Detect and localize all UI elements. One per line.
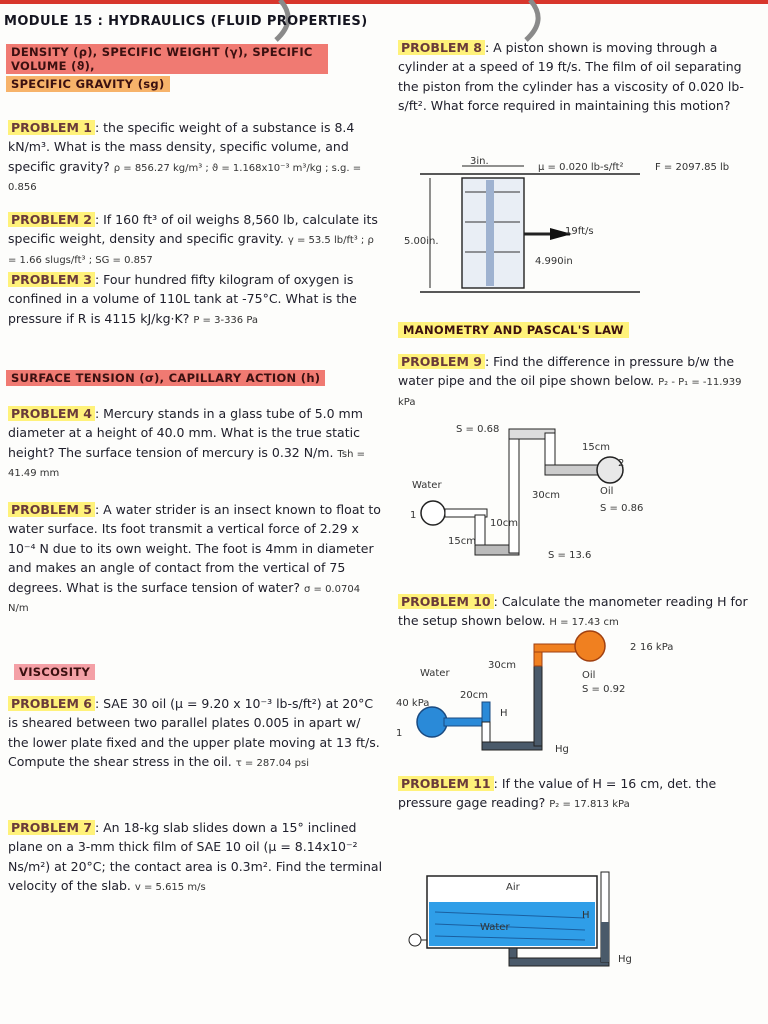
problem-7-answer: v = 5.615 m/s	[134, 882, 206, 894]
problem-6-answer: τ = 287.04 psi	[235, 758, 309, 770]
problem-1-label: PROBLEM 1	[8, 120, 95, 135]
fig8-gap: 4.990in	[535, 256, 573, 267]
fig11-air: Air	[506, 882, 520, 893]
problem-8-label: PROBLEM 8	[398, 40, 485, 55]
problem-5-text: : A water strider is an insect known to float to water surface. Its foot transmit a vertical force of 2.29 x 10⁻⁴ N due to its own weight. The foot is 4mm in diameter and makes an angle of contact from the vertical of 75 degrees. What is the surface tension of water?	[8, 502, 381, 595]
problem-4-text: : Mercury stands in a glass tube of 5.0 mm diameter at a height of 40.0 mm. What is the true static height? The surface tension of mercury is 0.32 N/m.	[8, 406, 363, 460]
problem-6-label: PROBLEM 6	[8, 696, 95, 711]
problem-10-answer: H = 17.43 cm	[549, 617, 619, 629]
sg-header: SPECIFIC GRAVITY (sg)	[6, 76, 170, 92]
fig10-h: H	[500, 708, 508, 719]
fig10-node-2: 2	[630, 642, 637, 653]
fig10-pressure: 16 kPa	[640, 642, 674, 653]
fig8-diameter: 5.00in.	[404, 236, 439, 247]
problem-2-label: PROBLEM 2	[8, 212, 95, 227]
fig10-dim-20cm: 20cm	[460, 690, 488, 701]
fig9-dim-30cm: 30cm	[532, 490, 560, 501]
problem-8	[398, 38, 760, 116]
fig10-pressure-left: 40 kPa	[396, 698, 430, 709]
fig8-length: 3in.	[470, 156, 489, 167]
problem-8-text: : A piston shown is moving through a cylinder at a speed of 19 ft/s. The film of oil separating the piston from the cylinder has a viscosity of 0.020 lb-s/ft². What force required in maintaining this motion?	[398, 40, 744, 114]
surface-tension-header: SURFACE TENSION (σ), CAPILLARY ACTION (h)	[6, 370, 325, 386]
fig9-dim-15cm-left: 15cm	[448, 536, 476, 547]
fig10-s-oil: S = 0.92	[582, 684, 626, 695]
problem-4	[8, 404, 383, 482]
problem-9	[398, 352, 760, 410]
fig9-dim-15cm-right: 15cm	[582, 442, 610, 453]
problem-2	[8, 210, 383, 268]
fig11-h: H	[582, 910, 590, 921]
problem-6	[8, 694, 383, 772]
problem-5-answer: σ = 0.0704 N/m	[8, 583, 361, 614]
problem-1	[8, 118, 383, 196]
manometry-header: MANOMETRY AND PASCAL'S LAW	[398, 322, 629, 338]
problem-7-label: PROBLEM 7	[8, 820, 95, 835]
fig9-node-1: 1	[410, 510, 417, 521]
problem-9-text: : Find the difference in pressure b/w the water pipe and the oil pipe shown below.	[398, 354, 735, 389]
page-title: MODULE 15 : HYDRAULICS (FLUID PROPERTIES)	[4, 14, 368, 29]
fig10-node-1: 1	[396, 728, 403, 739]
problem-4-label: PROBLEM 4	[8, 406, 95, 421]
manometer-figure-10	[400, 622, 640, 772]
fig9-oil-label: Oil	[600, 486, 614, 497]
fig10-water-label: Water	[420, 668, 450, 679]
fig8-viscosity: μ = 0.020 lb-s/ft²	[538, 162, 624, 173]
problem-4-answer: Tsh = 41.49 mm	[8, 448, 365, 480]
problem-3-answer: P = 3-336 Pa	[193, 314, 259, 326]
fig9-s-top: S = 0.68	[456, 424, 500, 435]
problem-7	[8, 818, 383, 896]
problem-2-answer: γ = 53.5 lb/ft³ ; ρ = 1.66 slugs/ft³ ; SG = 0.857	[8, 235, 374, 266]
fig9-dim-10cm: 10cm	[490, 518, 518, 529]
problem-6-text: : SAE 30 oil (μ = 9.20 x 10⁻³ lb-s/ft²) at 20°C is sheared between two parallel plates 0.005 in apart w/ the lower plate fixed and the upper plate moving at 13 ft/s. Compute the shear stress in the oil.	[8, 696, 380, 770]
fig9-node-2: 2	[618, 458, 625, 469]
problem-3-label: PROBLEM 3	[8, 272, 95, 287]
problem-2-text: : If 160 ft³ of oil weighs 8,560 lb, calculate its specific weight, density and specific gravity.	[8, 212, 378, 247]
fig8-force: F = 2097.85 lb	[655, 162, 730, 173]
problem-1-text: : the specific weight of a substance is 8.4 kN/m³. What is the mass density, specific volume, and specific gravity?	[8, 120, 355, 174]
problem-5	[8, 500, 383, 617]
problem-9-answer: P₂ - P₁ = -11.939 kPa	[398, 377, 742, 408]
problem-11-answer: P₂ = 17.813 kPa	[549, 799, 630, 811]
fig10-dim-30cm: 30cm	[488, 660, 516, 671]
fig11-water: Water	[480, 922, 510, 933]
fig9-water-label: Water	[412, 480, 442, 491]
fig9-s-mercury: S = 13.6	[548, 550, 592, 561]
problem-7-text: : An 18-kg slab slides down a 15° inclined plane on a 3-mm thick film of SAE 10 oil (μ = 8.14x10⁻² Ns/m²) at 20°C; the contact area is 0.3m². Find the terminal velocity of the slab.	[8, 820, 383, 894]
problem-10-text: : Calculate the manometer reading H for the setup shown below.	[398, 594, 748, 629]
problem-9-label: PROBLEM 9	[398, 354, 485, 369]
problem-11-label: PROBLEM 11	[398, 776, 494, 791]
problem-3-text: : Four hundred fifty kilogram of oxygen is confined in a volume of 110L tank at -75°C. What is the pressure if R is 4115 kJ/kg·K?	[8, 272, 357, 326]
fig8-speed: 19ft/s	[565, 226, 594, 237]
fig9-s-oil: S = 0.86	[600, 503, 644, 514]
density-header: DENSITY (ρ), SPECIFIC WEIGHT (γ), SPECIFIC VOLUME (ϑ),	[6, 44, 328, 74]
fig10-oil-label: Oil	[582, 670, 596, 681]
tank-figure-11	[405, 862, 645, 972]
problem-3	[8, 270, 383, 328]
problem-10-label: PROBLEM 10	[398, 594, 494, 609]
fig11-hg: Hg	[618, 954, 632, 965]
fig10-hg: Hg	[555, 744, 569, 755]
problem-11-text: : If the value of H = 16 cm, det. the pressure gage reading?	[398, 776, 717, 811]
problem-5-label: PROBLEM 5	[8, 502, 95, 517]
viscosity-header: VISCOSITY	[14, 664, 95, 680]
problem-11	[398, 774, 760, 813]
problem-1-answer: ρ = 856.27 kg/m³ ; ϑ = 1.168x10⁻³ m³/kg ; s.g. = 0.856	[8, 162, 362, 194]
